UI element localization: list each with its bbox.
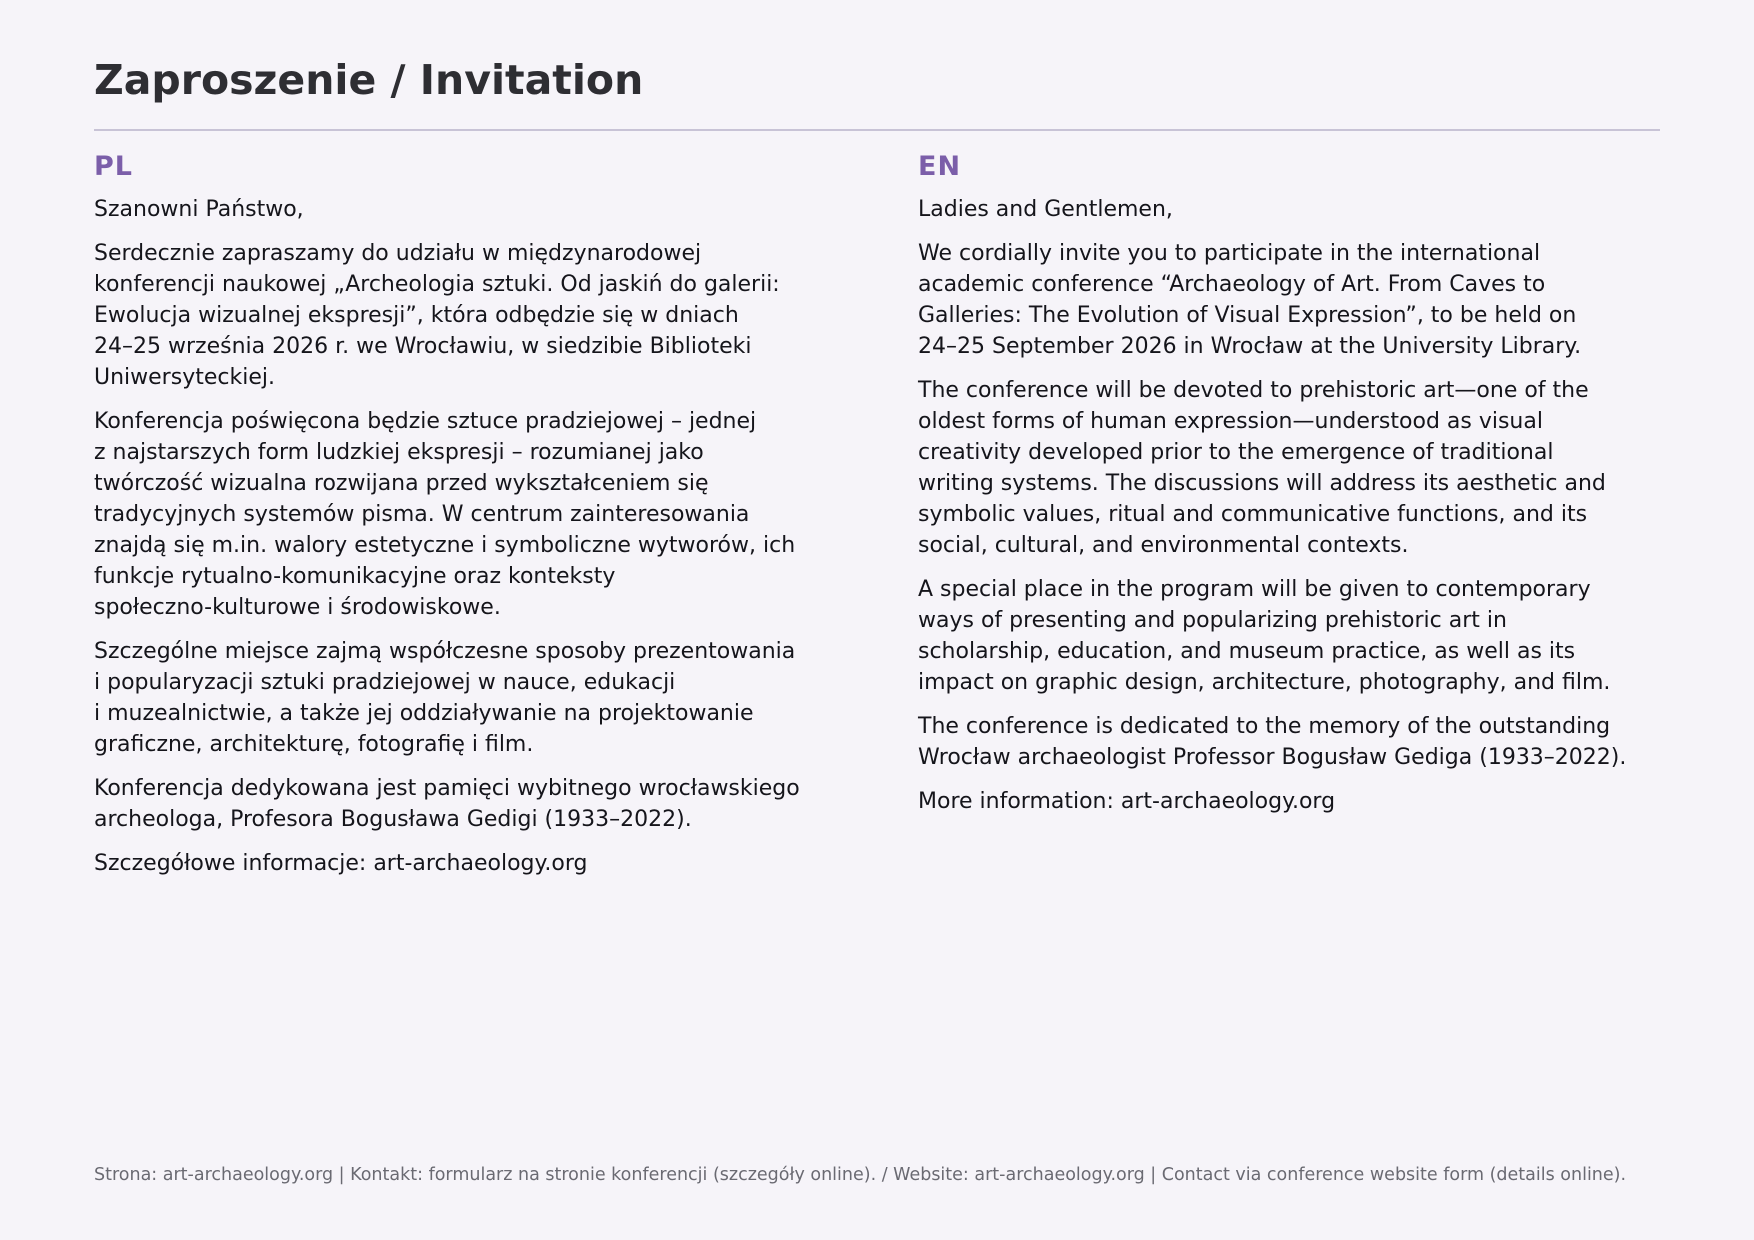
more-info-en: More information: art-archaeology.org <box>918 789 1336 814</box>
text-line: The conference will be devoted to prehistoric art—one of the <box>918 378 1589 403</box>
page-title: Zaproszenie / Invitation <box>94 56 644 104</box>
text-line: oldest forms of human expression—understood as visual <box>918 409 1543 434</box>
text-line: social, cultural, and environmental contexts. <box>918 533 1409 558</box>
text-line: graficzne, architekturę, fotografię i film. <box>94 732 534 757</box>
text-line: Uniwersyteckiej. <box>94 365 275 390</box>
paragraph-en-dedication <box>918 711 1660 773</box>
paragraph-en-program <box>918 574 1660 698</box>
greeting-pl: Szanowni Państwo, <box>94 197 304 222</box>
text-line: funkcje rytualno-komunikacyjne oraz konteksty <box>94 564 616 589</box>
text-line: writing systems. The discussions will address its aesthetic and <box>918 471 1606 496</box>
lang-label-en: EN <box>918 151 962 182</box>
paragraph-pl-invitation <box>94 238 854 393</box>
paragraph-pl-program <box>94 636 854 760</box>
paragraph-en-invitation <box>918 238 1660 362</box>
title-divider <box>94 129 1660 131</box>
invitation-page <box>94 0 1660 1240</box>
paragraph-pl-topic <box>94 406 854 623</box>
paragraph-en-topic <box>918 375 1660 561</box>
text-line: A special place in the program will be given to contemporary <box>918 577 1591 602</box>
english-column <box>918 146 1660 830</box>
lang-label-pl: PL <box>94 151 133 182</box>
text-line: Wrocław archaeologist Professor Bogusław Gediga (1933–2022). <box>918 745 1627 770</box>
text-line: creativity developed prior to the emergence of traditional <box>918 440 1554 465</box>
paragraph-pl-dedication <box>94 773 854 835</box>
text-line: i popularyzacji sztuki pradziejowej w nauce, edukacji <box>94 670 676 695</box>
text-line: społeczno-kulturowe i środowiskowe. <box>94 595 501 620</box>
text-line: Konferencja poświęcona będzie sztuce pradziejowej – jednej <box>94 409 757 434</box>
text-line: scholarship, education, and museum practice, as well as its <box>918 639 1576 664</box>
greeting-en: Ladies and Gentlemen, <box>918 197 1173 222</box>
text-line: twórczość wizualna rozwijana przed wykształceniem się <box>94 471 709 496</box>
footer-contact: Strona: art-archaeology.org | Kontakt: formularz na stronie konferencji (szczegóły online). / Website: art-archaeology.org | Contact via conference website form (details online). <box>94 1165 1627 1185</box>
text-line: symbolic values, ritual and communicative functions, and its <box>918 502 1588 527</box>
text-line: We cordially invite you to participate in the international <box>918 241 1541 266</box>
text-line: znajdą się m.in. walory estetyczne i symboliczne wytworów, ich <box>94 533 796 558</box>
text-line: 24–25 September 2026 in Wrocław at the University Library. <box>918 334 1582 359</box>
text-line: Serdecznie zapraszamy do udziału w międzynarodowej <box>94 241 702 266</box>
text-line: Ewolucja wizualnej ekspresji”, która odbędzie się w dniach <box>94 303 739 328</box>
polish-column <box>94 146 854 892</box>
text-line: academic conference “Archaeology of Art. From Caves to <box>918 272 1546 297</box>
text-line: Szczególne miejsce zajmą współczesne sposoby prezentowania <box>94 639 796 664</box>
text-line: konferencji naukowej „Archeologia sztuki. Od jaskiń do galerii: <box>94 272 780 297</box>
more-info-pl: Szczegółowe informacje: art-archaeology.org <box>94 851 588 876</box>
text-line: impact on graphic design, architecture, photography, and film. <box>918 670 1611 695</box>
text-line: ways of presenting and popularizing prehistoric art in <box>918 608 1507 633</box>
text-line: Galleries: The Evolution of Visual Expression”, to be held on <box>918 303 1577 328</box>
text-line: The conference is dedicated to the memory of the outstanding <box>918 714 1611 739</box>
text-line: 24–25 września 2026 r. we Wrocławiu, w siedzibie Biblioteki <box>94 334 752 359</box>
text-line: archeologa, Profesora Bogusława Gedigi (1933–2022). <box>94 807 692 832</box>
text-line: z najstarszych form ludzkiej ekspresji – rozumianej jako <box>94 440 704 465</box>
text-line: i muzealnictwie, a także jej oddziaływanie na projektowanie <box>94 701 754 726</box>
text-line: tradycyjnych systemów pisma. W centrum zainteresowania <box>94 502 750 527</box>
text-line: Konferencja dedykowana jest pamięci wybitnego wrocławskiego <box>94 776 800 801</box>
